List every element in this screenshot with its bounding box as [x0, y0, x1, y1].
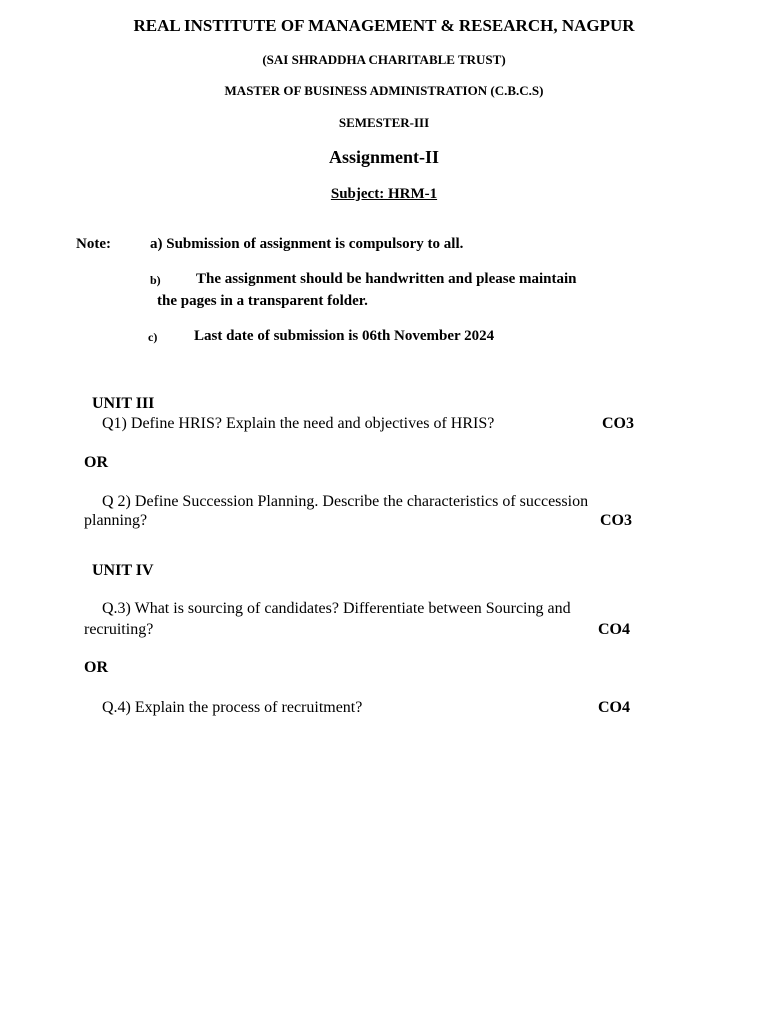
question-3-line2: recruiting? — [84, 621, 154, 638]
note-item-c: Last date of submission is 06th November 2024 — [194, 328, 495, 344]
or-separator-2: OR — [84, 659, 108, 676]
question-3-line1: Q.3) What is sourcing of candidates? Differentiate between Sourcing and — [102, 600, 571, 617]
note-item-b-line1: The assignment should be handwritten and please maintain — [196, 271, 577, 287]
subject-text: Subject: HRM-1 — [330, 186, 438, 202]
question-1: Q1) Define HRIS? Explain the need and objectives of HRIS? — [102, 415, 495, 432]
note-item-a: a) Submission of assignment is compulsory to all. — [150, 236, 464, 252]
or-separator-1: OR — [84, 454, 108, 471]
note-label: Note: — [76, 236, 111, 252]
question-2-line1: Q 2) Define Succession Planning. Describe the characteristics of succession — [102, 493, 589, 510]
trust-name: (SAI SHRADDHA CHARITABLE TRUST) — [262, 52, 506, 67]
question-3-co: CO4 — [598, 621, 630, 638]
institute-name: REAL INSTITUTE OF MANAGEMENT & RESEARCH, NAGPUR — [133, 16, 635, 35]
unit-3-title: UNIT III — [92, 395, 155, 412]
note-item-c-letter: c) — [148, 330, 158, 344]
note-item-b-line2: the pages in a transparent folder. — [157, 293, 368, 309]
assignment-title: Assignment-II — [328, 147, 439, 167]
question-2-line2: planning? — [84, 512, 148, 529]
note-item-b-letter: b) — [150, 273, 161, 287]
question-4: Q.4) Explain the process of recruitment? — [102, 699, 363, 716]
question-4-co: CO4 — [598, 699, 630, 716]
question-1-co: CO3 — [602, 415, 634, 432]
program-name: MASTER OF BUSINESS ADMINISTRATION (C.B.C.S) — [224, 83, 544, 98]
unit-4-title: UNIT IV — [92, 562, 154, 579]
question-2-co: CO3 — [600, 512, 632, 529]
semester-label: SEMESTER-III — [338, 115, 430, 130]
subject-line — [0, 186, 768, 203]
